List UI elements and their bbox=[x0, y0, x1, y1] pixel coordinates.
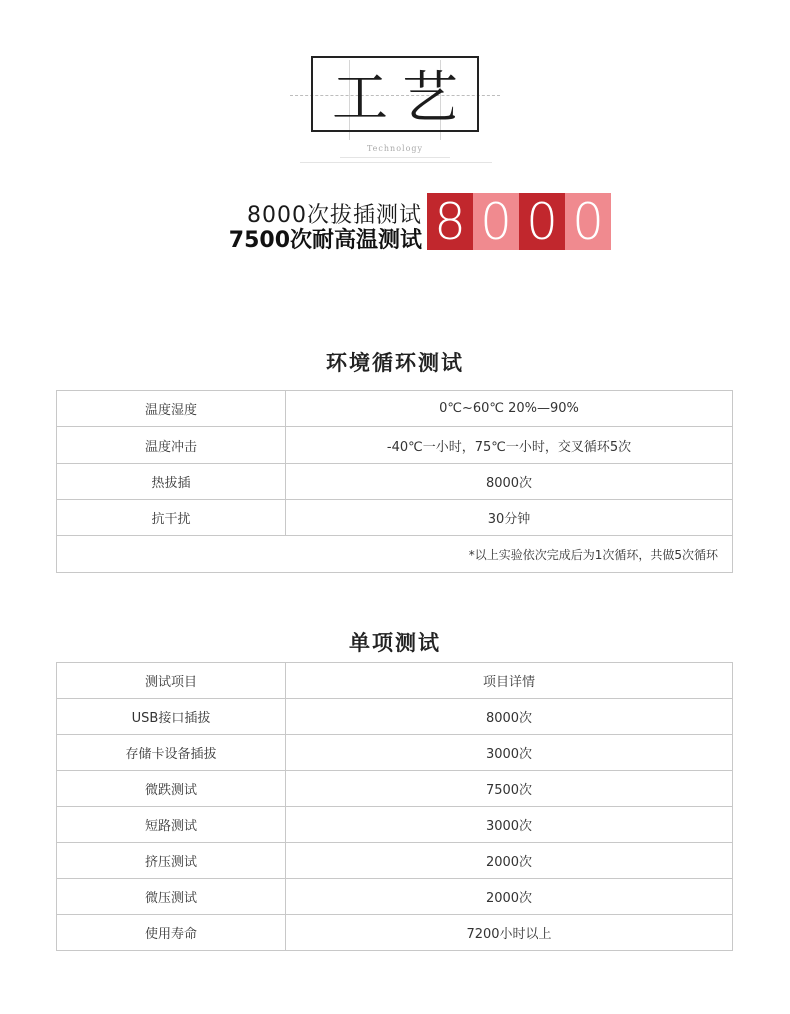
row-label: 温度湿度 bbox=[57, 391, 286, 427]
table-row bbox=[57, 500, 733, 536]
row-value: 7500次 bbox=[286, 771, 733, 807]
row-label: 抗干扰 bbox=[57, 500, 286, 536]
table-row bbox=[57, 879, 733, 915]
row-label: 短路测试 bbox=[57, 807, 286, 843]
logo-title: 工艺 bbox=[311, 56, 479, 132]
promo-banner bbox=[0, 190, 790, 260]
row-label: USB接口插拔 bbox=[57, 699, 286, 735]
env-test-table bbox=[56, 390, 733, 573]
row-value: 3000次 bbox=[286, 807, 733, 843]
row-value: 8000次 bbox=[286, 464, 733, 500]
divider bbox=[340, 157, 450, 158]
promo-line-2: 7500次耐高温测试 bbox=[228, 228, 422, 253]
row-label: 使用寿命 bbox=[57, 915, 286, 951]
column-header: 项目详情 bbox=[286, 663, 733, 699]
single-test-table bbox=[56, 662, 733, 951]
row-label: 微压测试 bbox=[57, 879, 286, 915]
row-value: 3000次 bbox=[286, 735, 733, 771]
section-title-env: 环境循环测试 bbox=[326, 351, 464, 375]
big-number bbox=[427, 193, 611, 250]
digit: 0 bbox=[565, 193, 611, 250]
table-note: *以上实验依次完成后为1次循环，共做5次循环 bbox=[57, 536, 733, 573]
digit: 8 bbox=[427, 193, 473, 250]
row-value: 2000次 bbox=[286, 843, 733, 879]
table-row bbox=[57, 427, 733, 464]
row-value: 8000次 bbox=[286, 699, 733, 735]
row-value: 7200小时以上 bbox=[286, 915, 733, 951]
table-row bbox=[57, 536, 733, 573]
digit: 0 bbox=[473, 193, 519, 250]
logo-header bbox=[0, 0, 790, 170]
row-value: 2000次 bbox=[286, 879, 733, 915]
table-row bbox=[57, 915, 733, 951]
promo-line-1: 8000次拔插测试 bbox=[247, 203, 422, 228]
row-label: 热拔插 bbox=[57, 464, 286, 500]
divider bbox=[300, 162, 492, 163]
digit: 0 bbox=[519, 193, 565, 250]
row-value: -40℃一小时，75℃一小时，交叉循环5次 bbox=[286, 427, 733, 464]
row-value: 0℃~60℃ 20%—90% bbox=[286, 391, 733, 427]
table-row bbox=[57, 699, 733, 735]
row-value: 30分钟 bbox=[286, 500, 733, 536]
table-row bbox=[57, 391, 733, 427]
table-row bbox=[57, 807, 733, 843]
row-label: 存储卡设备插拔 bbox=[57, 735, 286, 771]
logo-subtitle: Technology bbox=[366, 144, 424, 153]
section-title-single: 单项测试 bbox=[349, 631, 441, 655]
column-header: 测试项目 bbox=[57, 663, 286, 699]
row-label: 微跌测试 bbox=[57, 771, 286, 807]
table-row bbox=[57, 843, 733, 879]
table-row bbox=[57, 464, 733, 500]
table-row bbox=[57, 771, 733, 807]
row-label: 温度冲击 bbox=[57, 427, 286, 464]
row-label: 挤压测试 bbox=[57, 843, 286, 879]
table-row bbox=[57, 735, 733, 771]
table-header-row bbox=[57, 663, 733, 699]
